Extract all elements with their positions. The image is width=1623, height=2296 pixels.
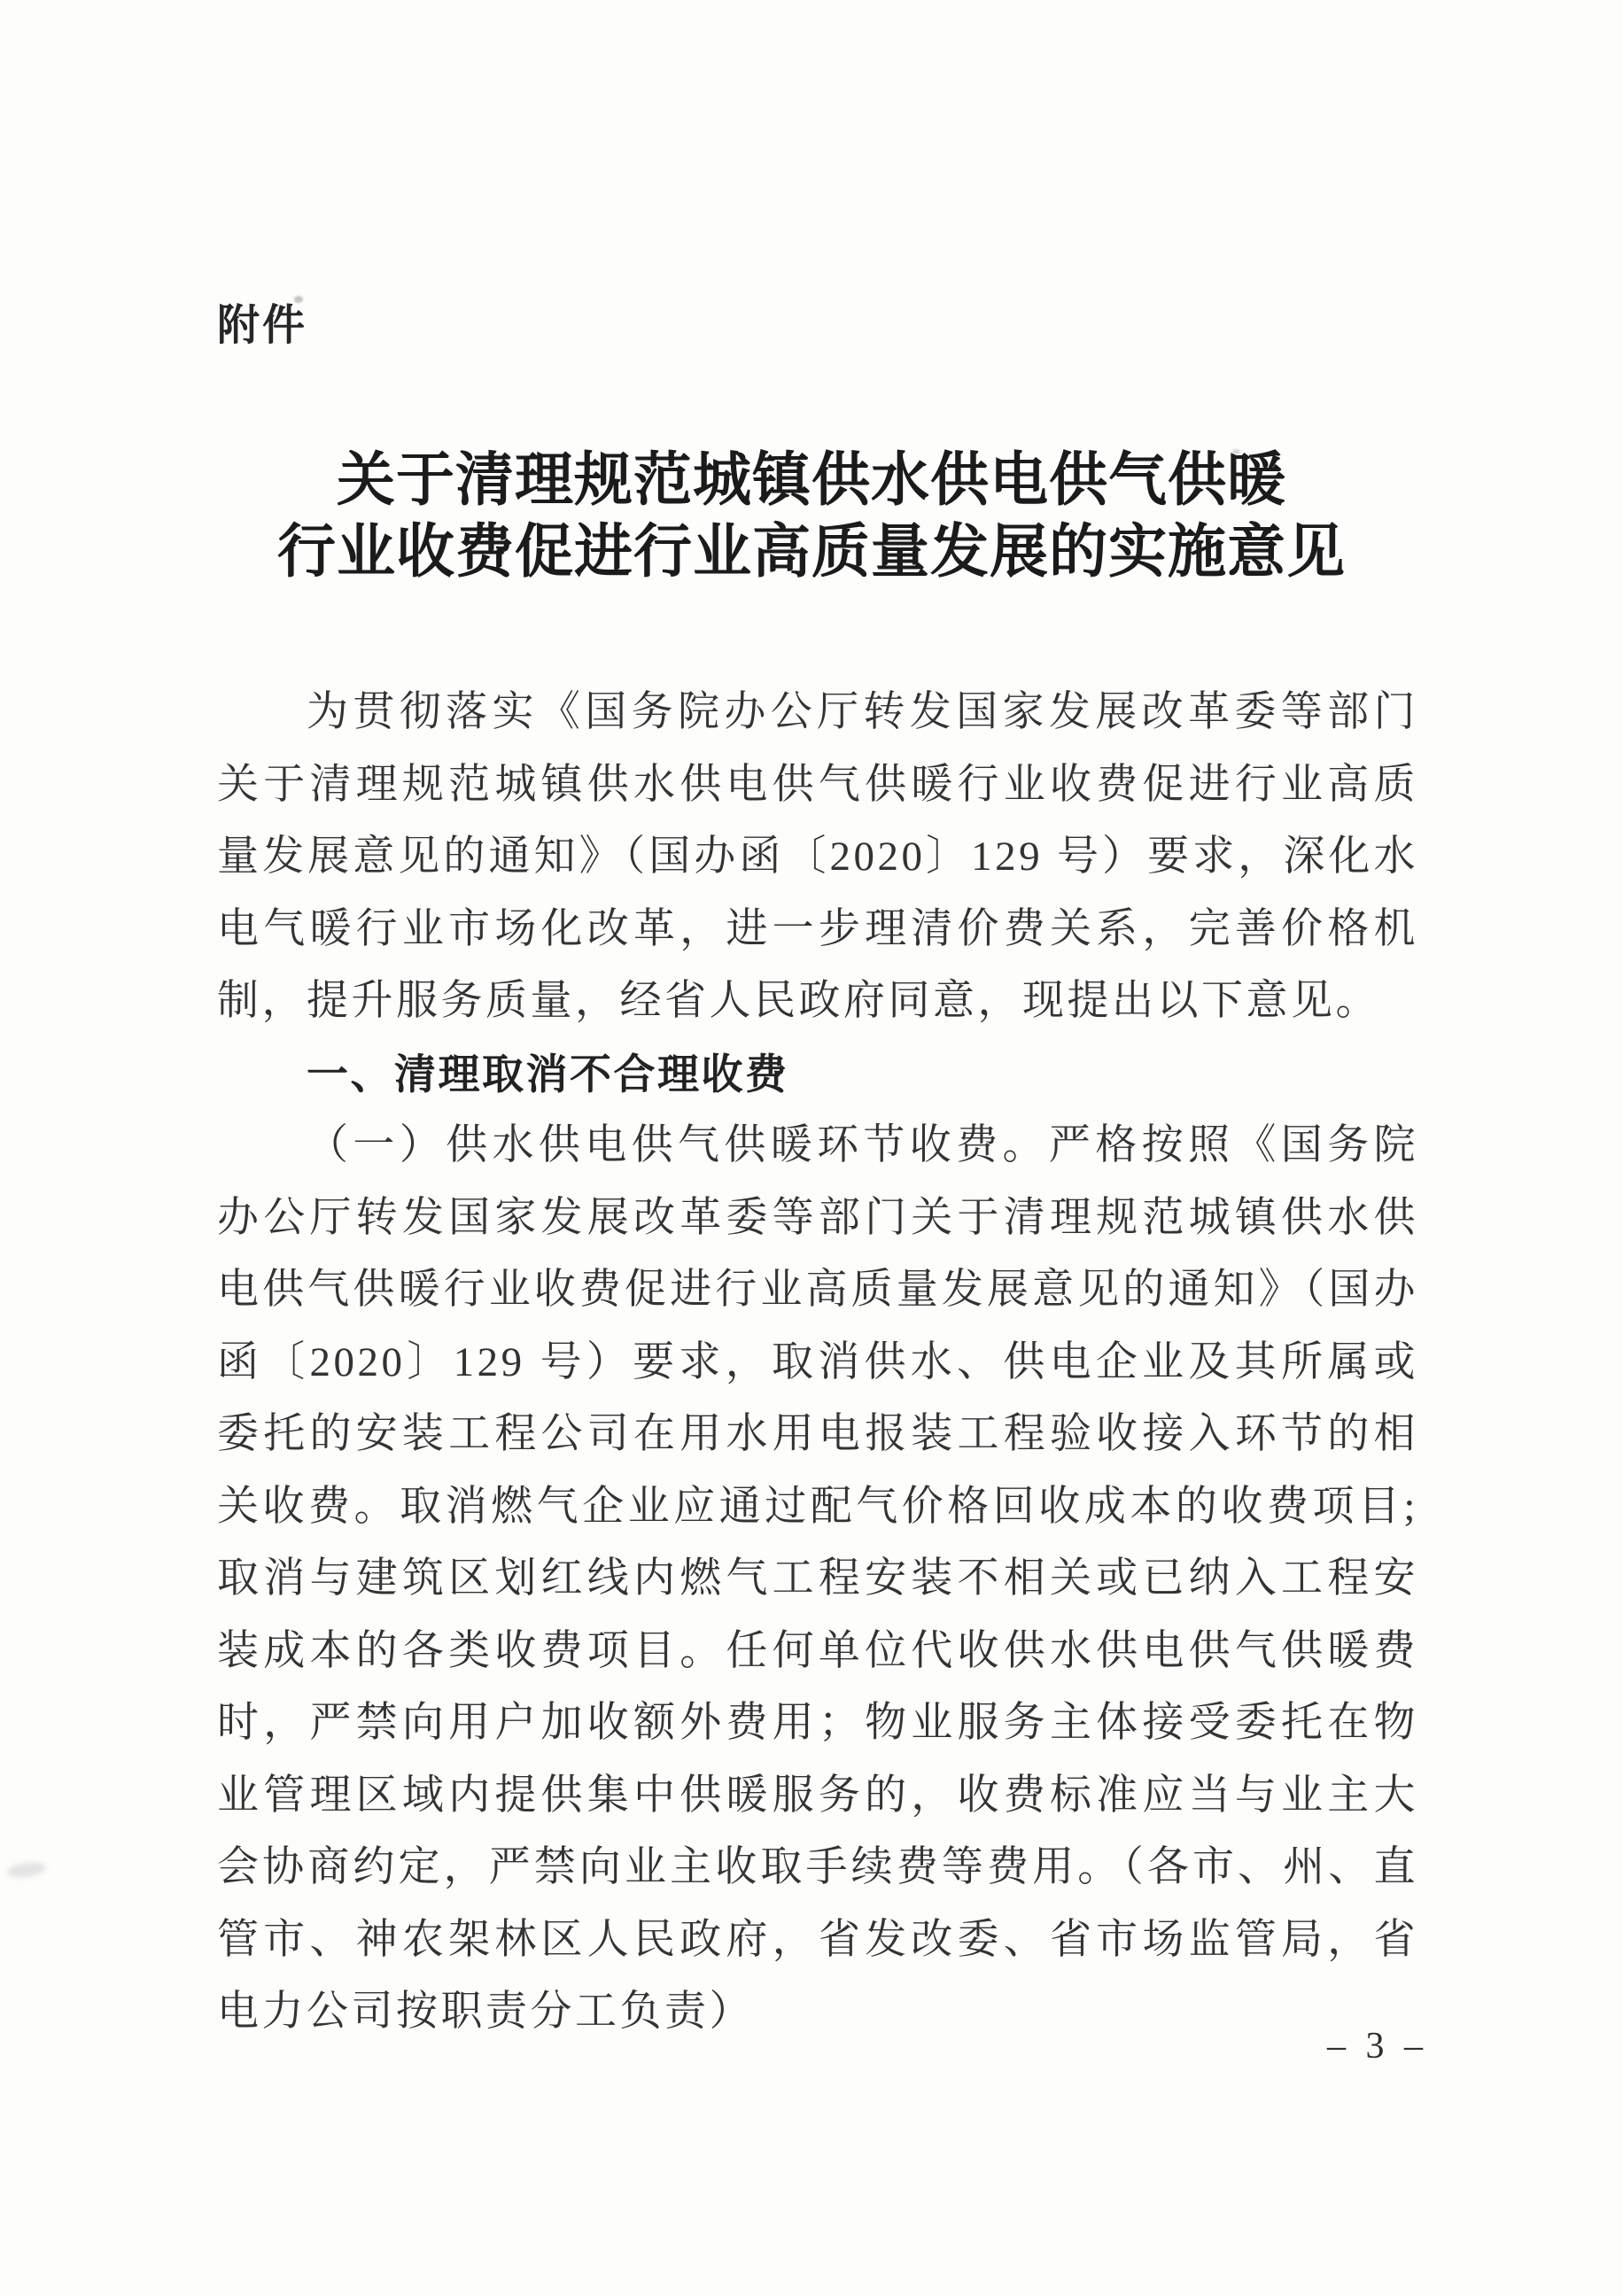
document-title-line-1: 关于清理规范城镇供水供电供气供暖 bbox=[337, 448, 1286, 513]
attachment-label: 附件 bbox=[217, 302, 308, 349]
document-title bbox=[0, 445, 1623, 588]
document-body bbox=[217, 677, 1418, 2049]
intro-paragraph: 为贯彻落实《国务院办公厅转发国家发展改革委等部门关于清理规范城镇供水供电供气供暖行业收费促进行业高质量发展意见的通知》（国办函〔2020〕129 号）要求，深化水电气暖行业市场化改革，进一步理清价费关系，完善价格机制，提升服务质量，经省人民政府同意，现提出以下意见。 bbox=[217, 689, 1418, 1024]
section-1-item-1-paragraph: （一）供水供电供气供暖环节收费。严格按照《国务院办公厅转发国家发展改革委等部门关于清理规范城镇供水供电供气供暖行业收费促进行业高质量发展意见的通知》（国办函〔2020〕129 号）要求，取消供水、供电企业及其所属或委托的安装工程公司在用水用电报装工程验收接入环节的相关收费。取消燃气企业应通过配气价格回收成本的收费项目;取消与建筑区划红线内燃气工程安装不相关或已纳入工程安装成本的各类收费项目。任何单位代收供水供电供气供暖费时，严禁向用户加收额外费用；物业服务主体接受委托在物业管理区域内提供集中供暖服务的，收费标准应当与业主大会协商约定，严禁向业主收取手续费等费用。（各市、州、直管市、神农架林区人民政府，省发改委、省市场监管局，省电力公司按职责分工负责） bbox=[217, 1122, 1418, 2035]
page-number: – 3 – bbox=[1327, 2026, 1428, 2067]
document-title-line-2: 行业收费促进行业高质量发展的实施意见 bbox=[277, 520, 1346, 585]
section-1-heading: 一、清理取消不合理收费 bbox=[307, 1050, 789, 1098]
scan-artifact bbox=[6, 1860, 47, 1880]
